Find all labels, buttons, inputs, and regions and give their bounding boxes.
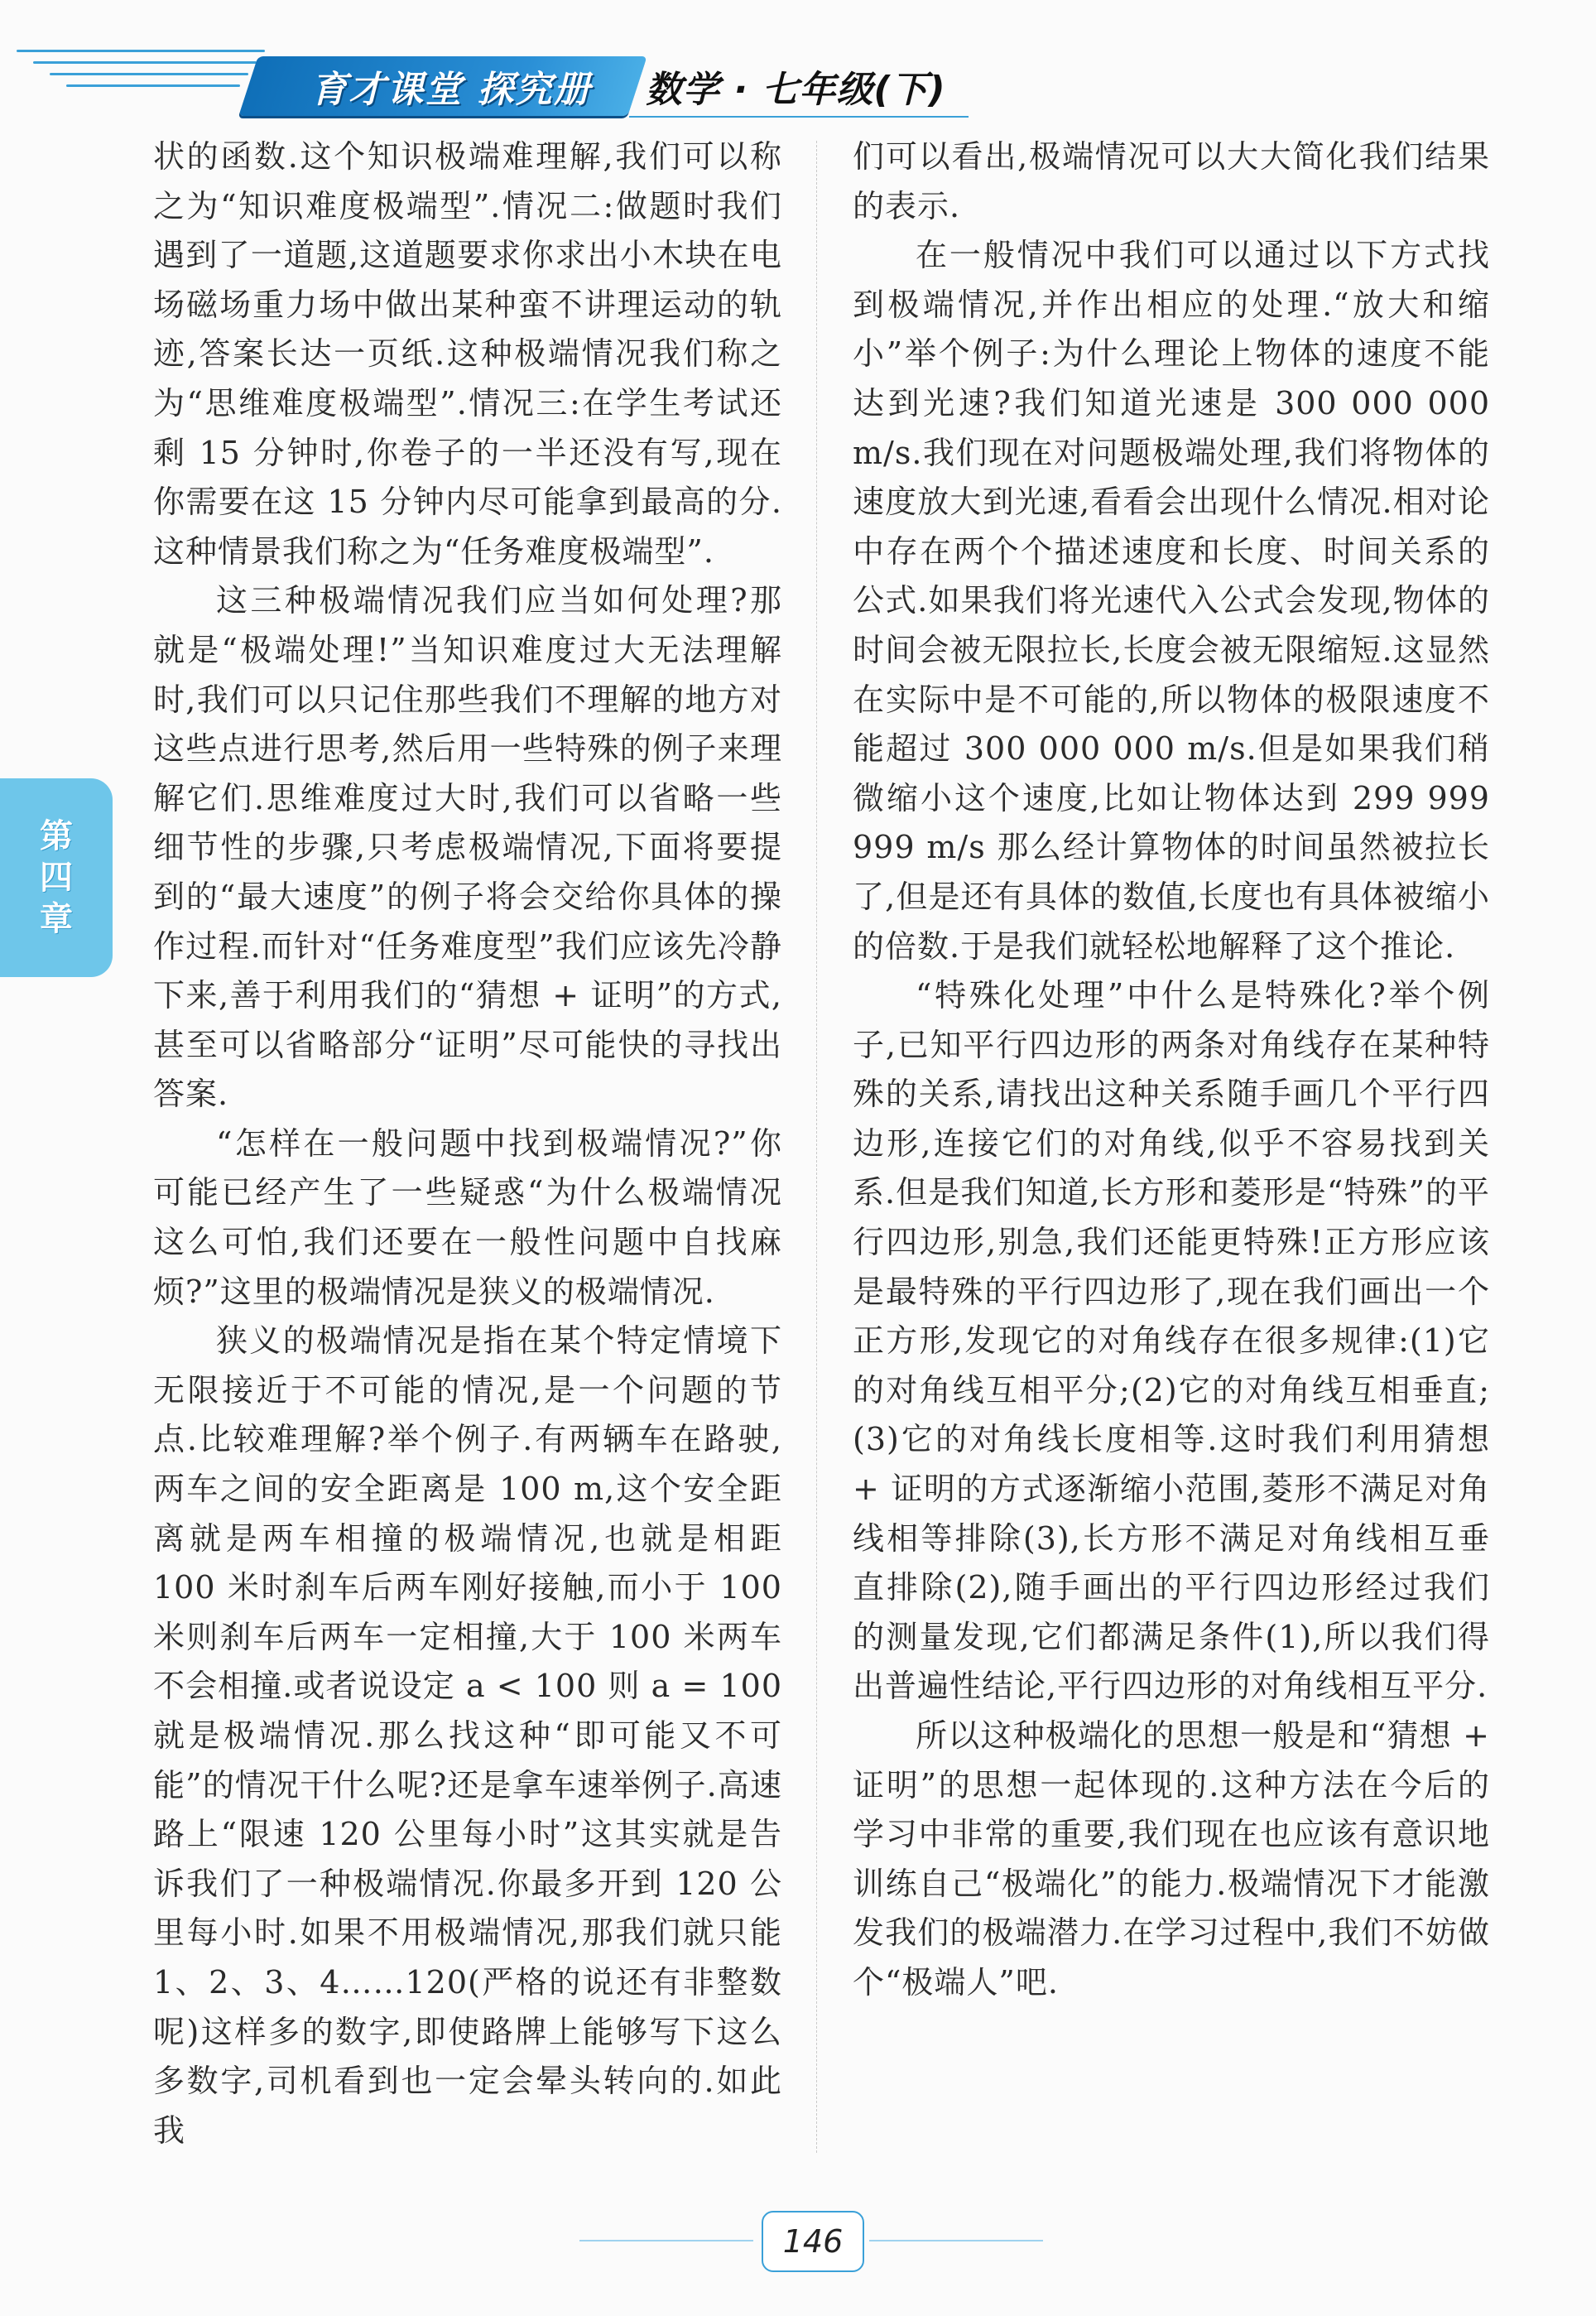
- paragraph: 们可以看出,极端情况可以大大简化我们结果的表示.: [853, 138, 1490, 224]
- paragraph: 在一般情况中我们可以通过以下方式找到极端情况,并作出相应的处理.“放大和缩小”举个例子:为什么理论上物体的速度不能达到光速?我们知道光速是 300 000 000 m/s.我们现在对问题极端处理,我们将物体的速度放大到光速,看看会出现什么情况.相对论中存在两个个描述速度和长度、时间关系的公式.如果我们将光速代入公式会发现,物体的时间会被无限拉长,长度会被无限缩短.这显然在实际中是不可能的,所以物体的极限速度不能超过 300 000 000 m/s.但是如果我们稍微缩小这个速度,比如让物体达到 299 999 999 m/s 那么经计算物体的时间虽然被拉长了,但是还有具体的数值,长度也有具体被缩小的倍数.于是我们就轻松地解释了这个推论.: [853, 237, 1490, 965]
- paragraph: 这三种极端情况我们应当如何处理?那就是“极端处理!”当知识难度过大无法理解时,我们可以只记住那些我们不理解的地方对这些点进行思考,然后用一些特殊的例子来理解它们.思维难度过大时,我们可以省略一些细节性的步骤,只考虑极端情况,下面将要提到的“最大速度”的例子将会交给你具体的操作过程.而针对“任务难度型”我们应该先冷静下来,善于利用我们的“猜想 + 证明”的方式,甚至可以省略部分“证明”尽可能快的寻找出答案.: [153, 582, 782, 1113]
- paragraph: “怎样在一般问题中找到极端情况?”你可能已经产生了一些疑惑“为什么极端情况这么可怕,我们还要在一般性问题中自找麻烦?”这里的极端情况是狭义的极端情况.: [153, 1124, 782, 1310]
- paragraph: 狭义的极端情况是指在某个特定情境下无限接近于不可能的情况,是一个问题的节点.比较难理解?举个例子.有两辆车在路驶,两车之间的安全距离是 100 m,这个安全距离就是两车相撞的极端情况,也就是相距 100 米时刹车后两车刚好接触,而小于 100 米则刹车后两车一定相撞,大于 100 米两车不会相撞.或者说设定 a < 100 则 a = 100 就是极端情况.那么找这种“即可能又不可能”的情况干什么呢?还是拿车速举例子.高速路上“限速 120 公里每小时”这其实就是告诉我们了一种极端情况.你最多开到 120 公里每小时.如果不用极端情况,那我们就只能 1、2、3、4……120(严格的说还有非整数呢)这样多的数字,即使路牌上能够写下这么多数字,司机看到也一定会晕头转向的.如此我: [153, 1322, 782, 2149]
- header-underline: [629, 116, 969, 118]
- chapter-tab: [0, 778, 113, 977]
- subject-title: 数学 · 七年级(下): [646, 69, 946, 111]
- paragraph: 状的函数.这个知识极端难理解,我们可以称之为“知识难度极端型”.情况二:做题时我们遇到了一道题,这道题要求你求出小木块在电场磁场重力场中做出某种蛮不讲理运动的轨迹,答案长达一页纸.这种极端情况我们称之为“思维难度极端型”.情况三:在学生考试还剩 15 分钟时,你卷子的一半还没有写,现在你需要在这 15 分钟内尽可能拿到最高的分.这种情景我们称之为“任务难度极端型”.: [153, 138, 782, 570]
- left-column: [153, 132, 782, 2155]
- page-number: 146: [762, 2211, 864, 2272]
- page-header: [0, 0, 1596, 124]
- footer-rule-right: [869, 2240, 1043, 2241]
- chapter-tab-label: 第四章: [40, 817, 73, 938]
- series-title: 育才课堂 探究册: [310, 69, 592, 111]
- paragraph: “特殊化处理”中什么是特殊化?举个例子,已知平行四边形的两条对角线存在某种特殊的关系,请找出这种关系随手画几个平行四边形,连接它们的对角线,似乎不容易找到关系.但是我们知道,长方形和菱形是“特殊”的平行四边形,别急,我们还能更特殊!正方形应该是最特殊的平行四边形了,现在我们画出一个正方形,发现它的对角线存在很多规律:(1)它的对角线互相平分;(2)它的对角线互相垂直;(3)它的对角线长度相等.这时我们利用猜想 + 证明的方式逐渐缩小范围,菱形不满足对角线相等排除(3),长方形不满足对角线相互垂直排除(2),随手画出的平行四边形经过我们的测量发现,它们都满足条件(1),所以我们得出普遍性结论,平行四边形的对角线相互平分.: [853, 977, 1490, 1705]
- column-divider: [816, 141, 818, 2153]
- footer-rule-left: [579, 2240, 753, 2241]
- right-column: [853, 132, 1490, 2008]
- paragraph: 所以这种极端化的思想一般是和“猜想 + 证明”的思想一起体现的.这种方法在今后的学习中非常的重要,我们现在也应该有意识地训练自己“极端化”的能力.极端情况下才能激发我们的极端潜力.在学习过程中,我们不妨做个“极端人”吧.: [853, 1717, 1490, 2001]
